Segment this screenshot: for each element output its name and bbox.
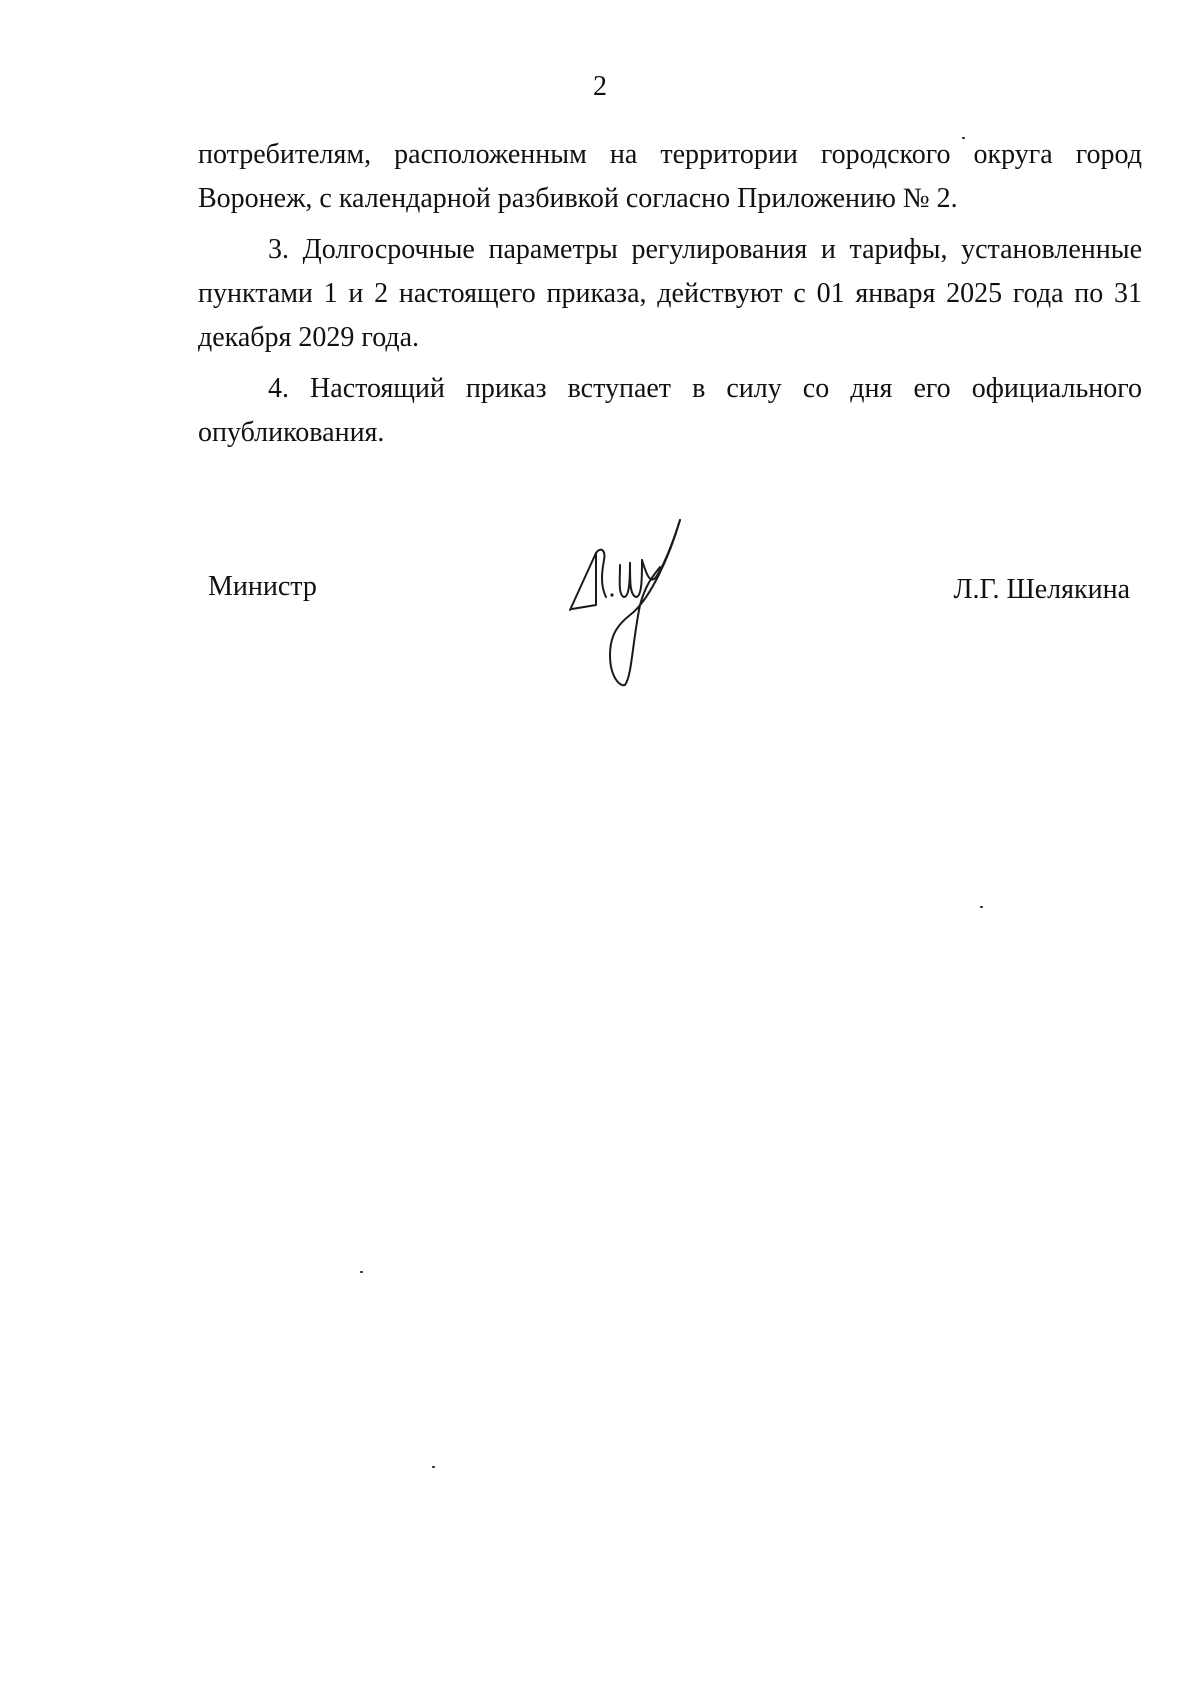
handwritten-signature [560, 505, 710, 695]
paragraph-continuation: потребителям, расположенным на территории городского округа город Воронеж, с календарной разбивкой согласно Приложению № 2. [198, 139, 1142, 214]
paragraph-3-validity-period: 3. Долгосрочные параметры регулирования и тарифы, установленные пунктами 1 и 2 настоящего приказа, действуют с 01 января 2025 года по 31 декабря 2029 года. [198, 234, 1142, 353]
scan-speck [962, 137, 965, 139]
scan-speck [360, 1271, 363, 1273]
page-number: 2 [593, 71, 607, 102]
scan-speck [980, 906, 983, 908]
document-body [198, 133, 1142, 455]
signatory-title: Министр [208, 571, 317, 602]
scan-speck [432, 1466, 435, 1468]
paragraph-4-effective-date: 4. Настоящий приказ вступает в силу со дня его официального опубликования. [198, 373, 1142, 448]
signatory-name: Л.Г. Шелякина [953, 574, 1130, 605]
